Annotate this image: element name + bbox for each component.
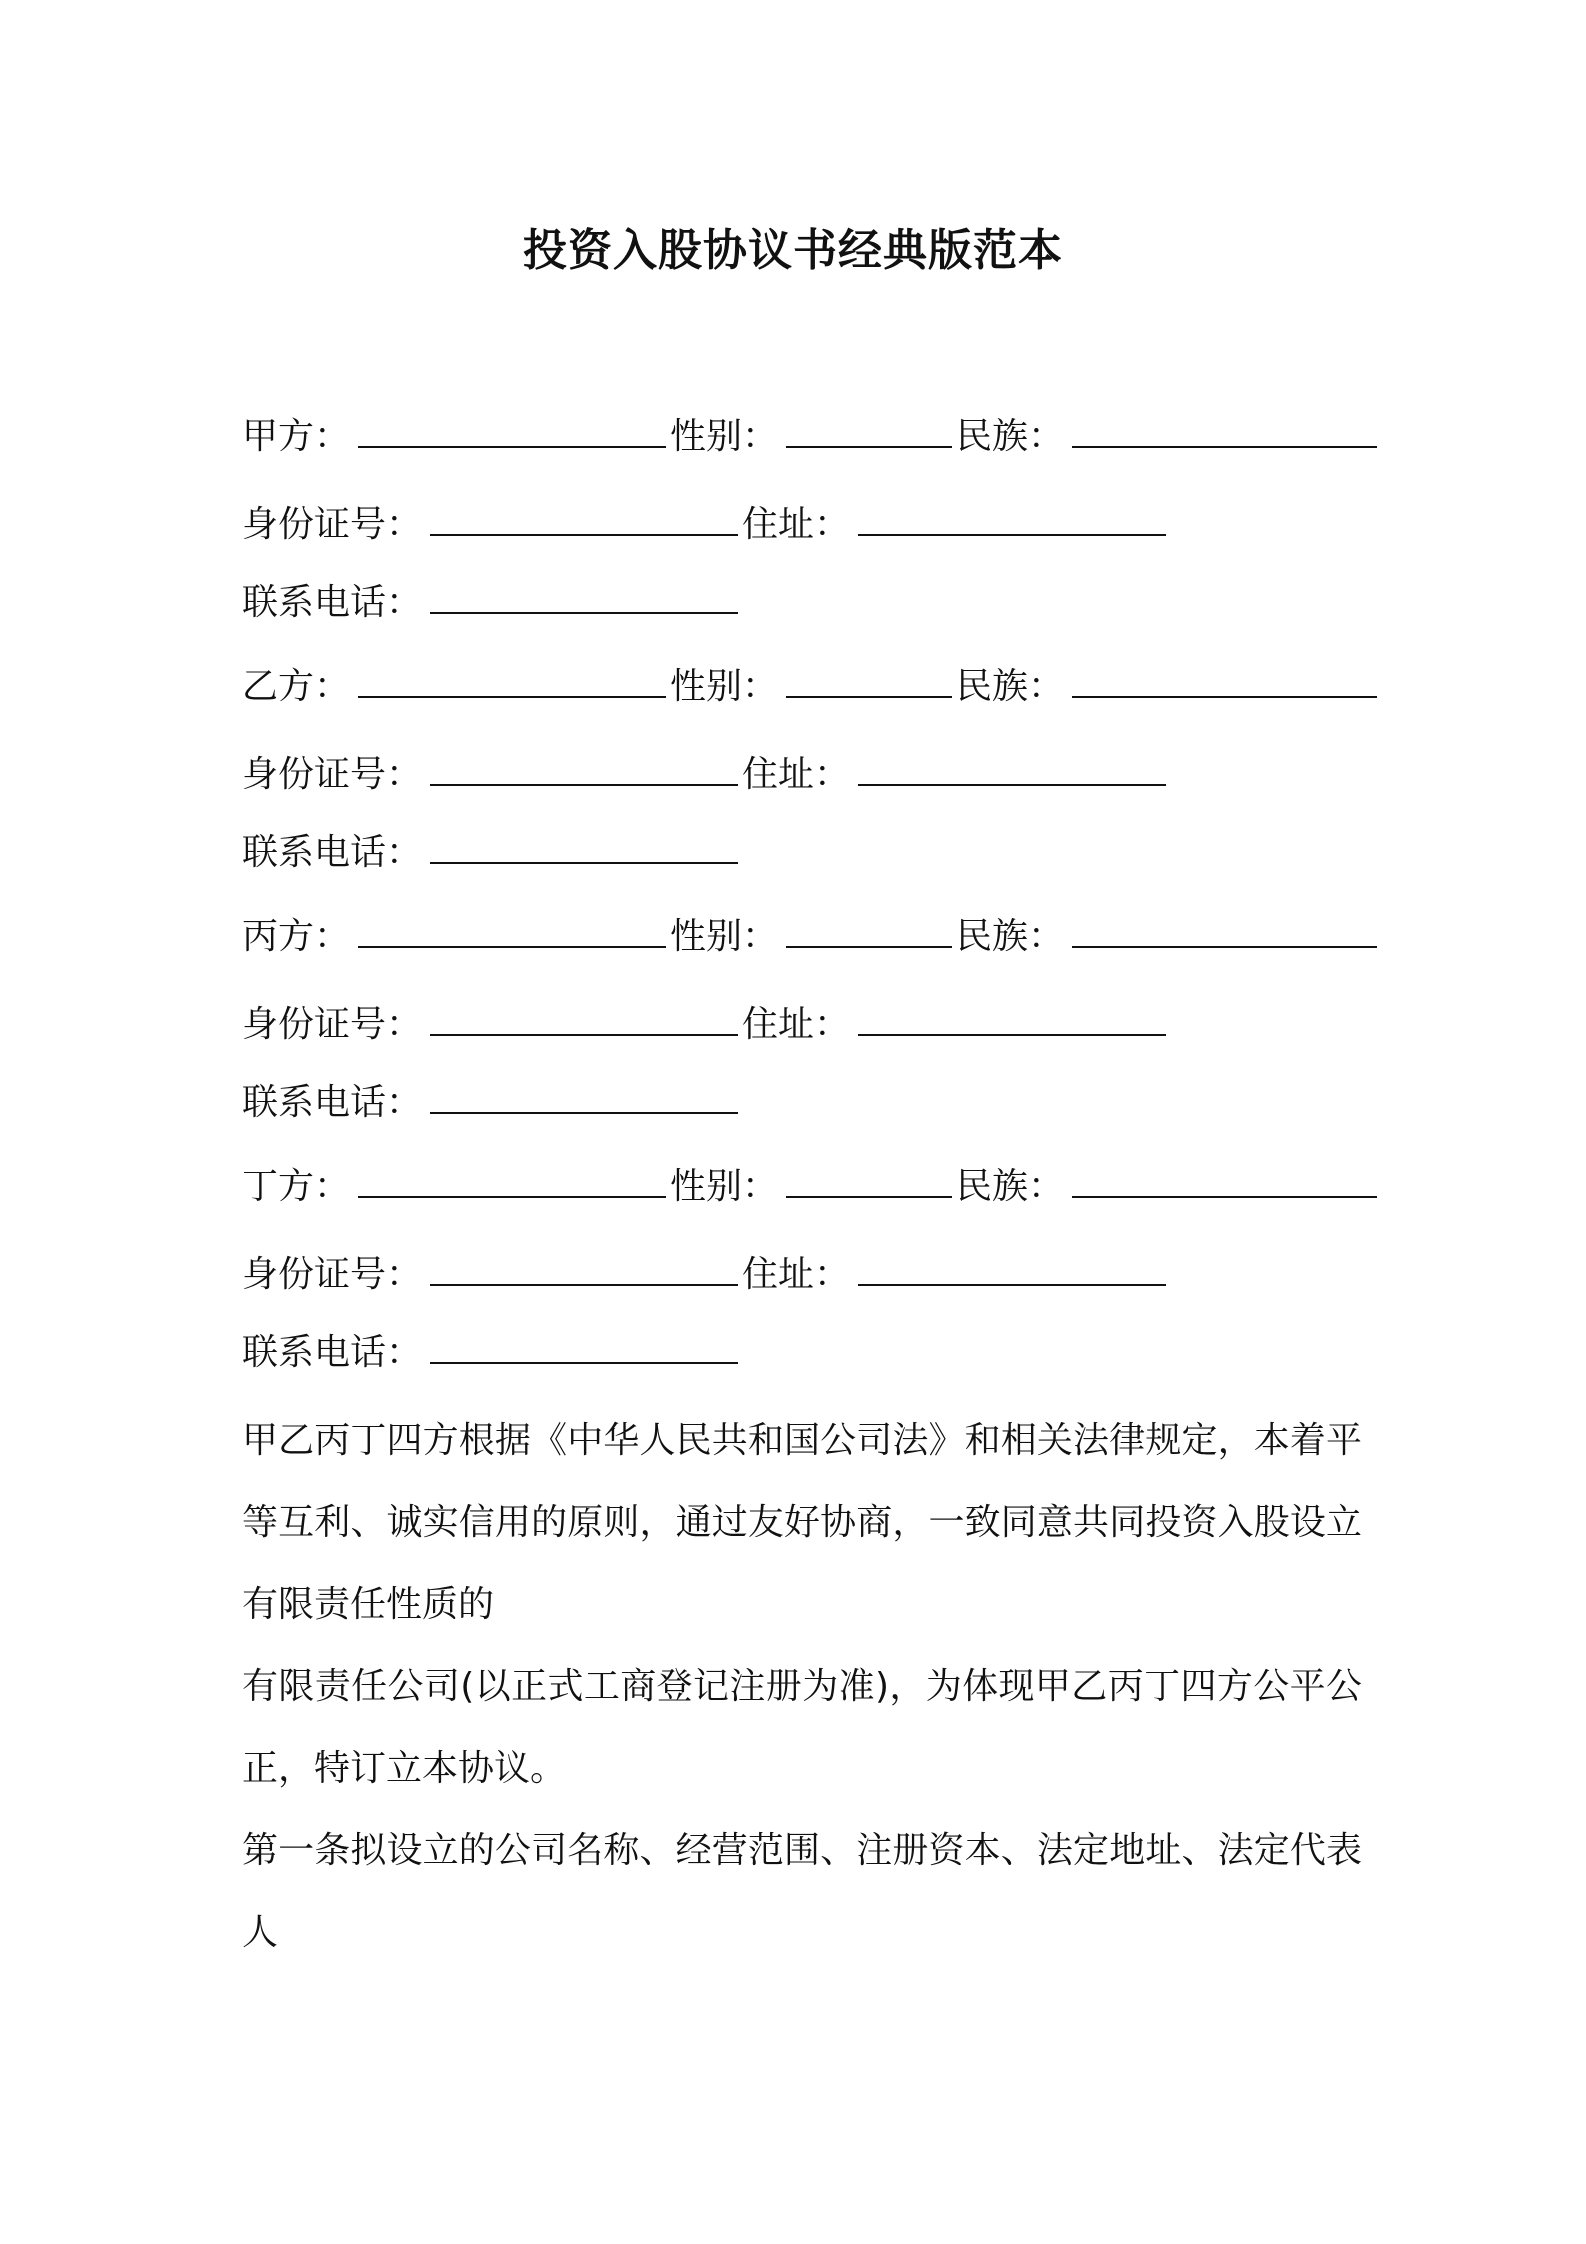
party-c-address-blank[interactable] xyxy=(858,1000,1166,1036)
party-name-label: 丁方： xyxy=(242,1166,351,1207)
party-d-ethnicity-blank[interactable] xyxy=(1072,1162,1377,1198)
party-c-ethnicity-blank[interactable] xyxy=(1072,912,1377,948)
address-label: 住址： xyxy=(742,1254,851,1295)
party-b-id-blank[interactable] xyxy=(430,750,738,786)
party-c-line3 xyxy=(242,1078,1362,1128)
party-c-line2 xyxy=(242,1000,1362,1050)
party-d-id-blank[interactable] xyxy=(430,1250,738,1286)
document-title: 投资入股协议书经典版范本 xyxy=(523,225,1063,276)
phone-label: 联系电话： xyxy=(242,832,423,873)
party-b-line2 xyxy=(242,750,1362,800)
party-name-label: 甲方： xyxy=(242,416,351,457)
gender-label: 性别： xyxy=(670,416,779,457)
party-a-line2 xyxy=(242,500,1362,550)
gender-label: 性别： xyxy=(670,666,779,707)
phone-label: 联系电话： xyxy=(242,1082,423,1123)
party-d-phone-blank[interactable] xyxy=(430,1328,738,1364)
ethnicity-label: 民族： xyxy=(956,916,1065,957)
party-d-line1 xyxy=(242,1162,1362,1212)
id-label: 身份证号： xyxy=(242,754,423,795)
ethnicity-label: 民族： xyxy=(956,666,1065,707)
phone-label: 联系电话： xyxy=(242,582,423,623)
party-d-line3 xyxy=(242,1328,1362,1378)
phone-label: 联系电话： xyxy=(242,1332,423,1373)
preamble-paragraph: 甲乙丙丁四方根据《中华人民共和国公司法》和相关法律规定，本着平等互利、诚实信用的原则，通过友好协商，一致同意共同投资入股设立有限责任性质的 xyxy=(242,1420,1362,1625)
party-a-line1 xyxy=(242,412,1362,462)
article-one-heading: 第一条拟设立的公司名称、经营范围、注册资本、法定地址、法定代表人 xyxy=(242,1830,1362,1953)
party-b-line1 xyxy=(242,662,1362,712)
id-label: 身份证号： xyxy=(242,1254,423,1295)
party-d-address-blank[interactable] xyxy=(858,1250,1166,1286)
party-a-line3 xyxy=(242,578,1362,628)
party-a-name-blank[interactable] xyxy=(358,412,666,448)
party-d-gender-blank[interactable] xyxy=(786,1162,952,1198)
party-c-name-blank[interactable] xyxy=(358,912,666,948)
party-name-label: 乙方： xyxy=(242,666,351,707)
id-label: 身份证号： xyxy=(242,1004,423,1045)
party-a-id-blank[interactable] xyxy=(430,500,738,536)
ethnicity-label: 民族： xyxy=(956,1166,1065,1207)
address-label: 住址： xyxy=(742,504,851,545)
party-c-line1 xyxy=(242,912,1362,962)
party-a-phone-blank[interactable] xyxy=(430,578,738,614)
party-a-address-blank[interactable] xyxy=(858,500,1166,536)
party-b-address-blank[interactable] xyxy=(858,750,1166,786)
party-a-gender-blank[interactable] xyxy=(786,412,952,448)
gender-label: 性别： xyxy=(670,916,779,957)
party-name-label: 丙方： xyxy=(242,916,351,957)
party-c-phone-blank[interactable] xyxy=(430,1078,738,1114)
party-a-ethnicity-blank[interactable] xyxy=(1072,412,1377,448)
party-b-gender-blank[interactable] xyxy=(786,662,952,698)
id-label: 身份证号： xyxy=(242,504,423,545)
purpose-paragraph: 有限责任公司(以正式工商登记注册为准)，为体现甲乙丙丁四方公平公正，特订立本协议。 xyxy=(242,1666,1362,1789)
party-d-line2 xyxy=(242,1250,1362,1300)
party-b-ethnicity-blank[interactable] xyxy=(1072,662,1377,698)
party-b-name-blank[interactable] xyxy=(358,662,666,698)
address-label: 住址： xyxy=(742,1004,851,1045)
gender-label: 性别： xyxy=(670,1166,779,1207)
party-d-name-blank[interactable] xyxy=(358,1162,666,1198)
party-c-gender-blank[interactable] xyxy=(786,912,952,948)
party-b-phone-blank[interactable] xyxy=(430,828,738,864)
address-label: 住址： xyxy=(742,754,851,795)
party-b-line3 xyxy=(242,828,1362,878)
party-c-id-blank[interactable] xyxy=(430,1000,738,1036)
ethnicity-label: 民族： xyxy=(956,416,1065,457)
